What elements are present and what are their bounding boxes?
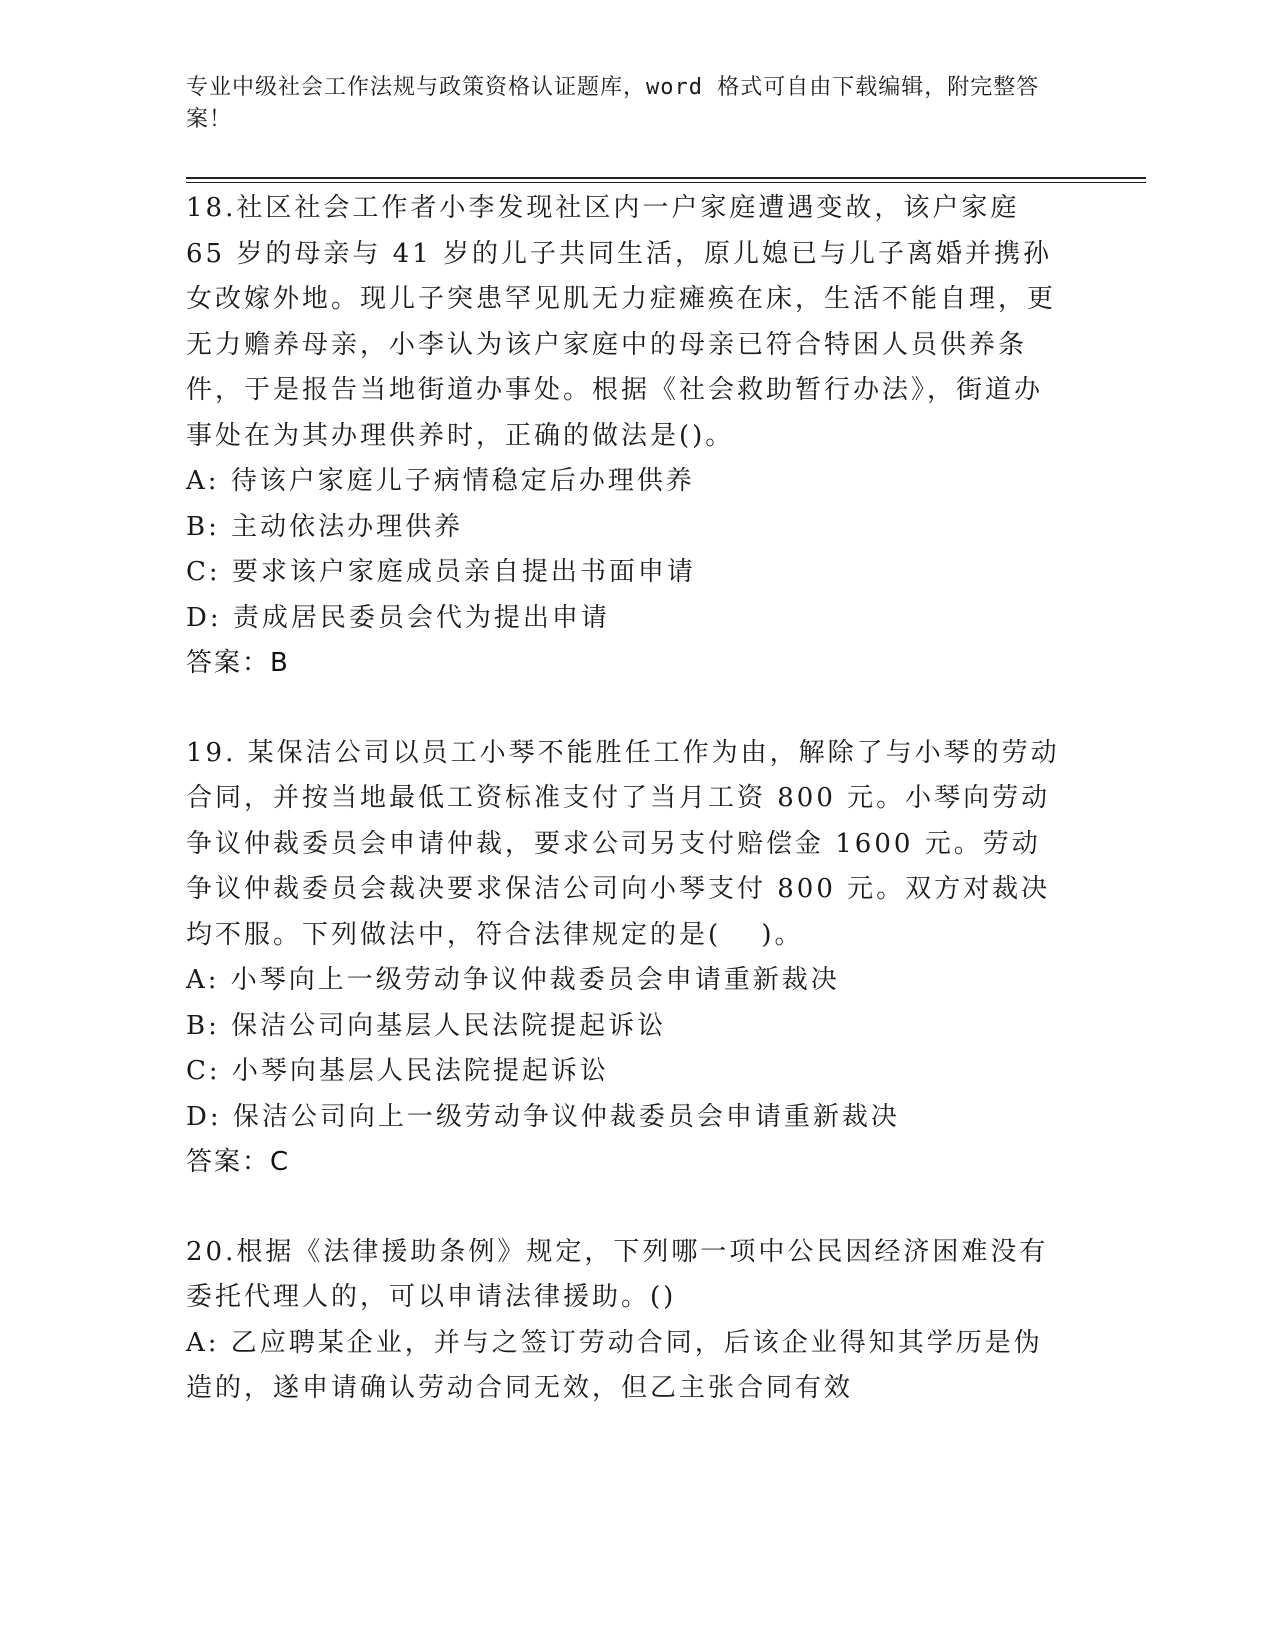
spacer [186,687,1066,731]
question-stem: 18.社区社会工作者小李发现社区内一户家庭遭遇变故，该户家庭 65 岁的母亲与 41 岁的儿子共同生活，原儿媳已与儿子离婚并携孙女改嫁外地。现儿子突患罕见肌无力症瘫痪在床，生活不能自理，更无力赡养母亲，小李认为该户家庭中的母亲已符合特困人员供养条件，于是报告当地街道办事处。根据《社会救助暂行办法》，街道办事处在为其办理供养时，正确的做法是()。 [186,193,1057,451]
header-divider-thin [186,182,1146,183]
option-b: B: 主动依法办理供养 [186,511,464,542]
option-a: A: 小琴向上一级劳动争议仲裁委员会申请重新裁决 [186,965,840,995]
question-19 [186,731,1066,1186]
option-c: C: 小琴向基层人民法院提起诉讼 [186,1056,609,1086]
question-20 [186,1230,1066,1412]
option-d: D: 责成居民委员会代为提出申请 [186,602,610,633]
option-a: A: 待该户家庭儿子病情稳定后办理供养 [186,466,695,496]
spacer [186,1186,1066,1230]
answer-label: 答案：B [186,648,290,678]
question-18 [186,186,1066,687]
option-c: C: 要求该户家庭成员亲自提出书面申请 [186,557,696,587]
option-d: D: 保洁公司向上一级劳动争议仲裁委员会申请重新裁决 [186,1101,900,1132]
question-stem: 19. 某保洁公司以员工小琴不能胜任工作为由，解除了与小琴的劳动合同，并按当地最低工资标准支付了当月工资 800 元。小琴向劳动争议仲裁委员会申请仲裁，要求公司另支付赔偿金 1600 元。劳动争议仲裁委员会裁决要求保洁公司向小琴支付 800 元。双方对裁决均不服。下列做法中，符合法律规定的是( )。 [186,737,1060,950]
answer-label: 答案：C [186,1147,291,1177]
option-a: A: 乙应聘某企业，并与之签订劳动合同，后该企业得知其学历是伪造的，遂申请确认劳动合同无效，但乙主张合同有效 [186,1327,1043,1403]
question-list [186,186,1066,1412]
header-divider [186,177,1146,179]
option-b: B: 保洁公司向基层人民法院提起诉讼 [186,1010,667,1041]
question-stem: 20.根据《法律援助条例》规定，下列哪一项中公民因经济困难没有委托代理人的，可以申请法律援助。() [186,1236,1049,1312]
page-header: 专业中级社会工作法规与政策资格认证题库，word 格式可自由下载编辑，附完整答案！ [186,75,1040,132]
